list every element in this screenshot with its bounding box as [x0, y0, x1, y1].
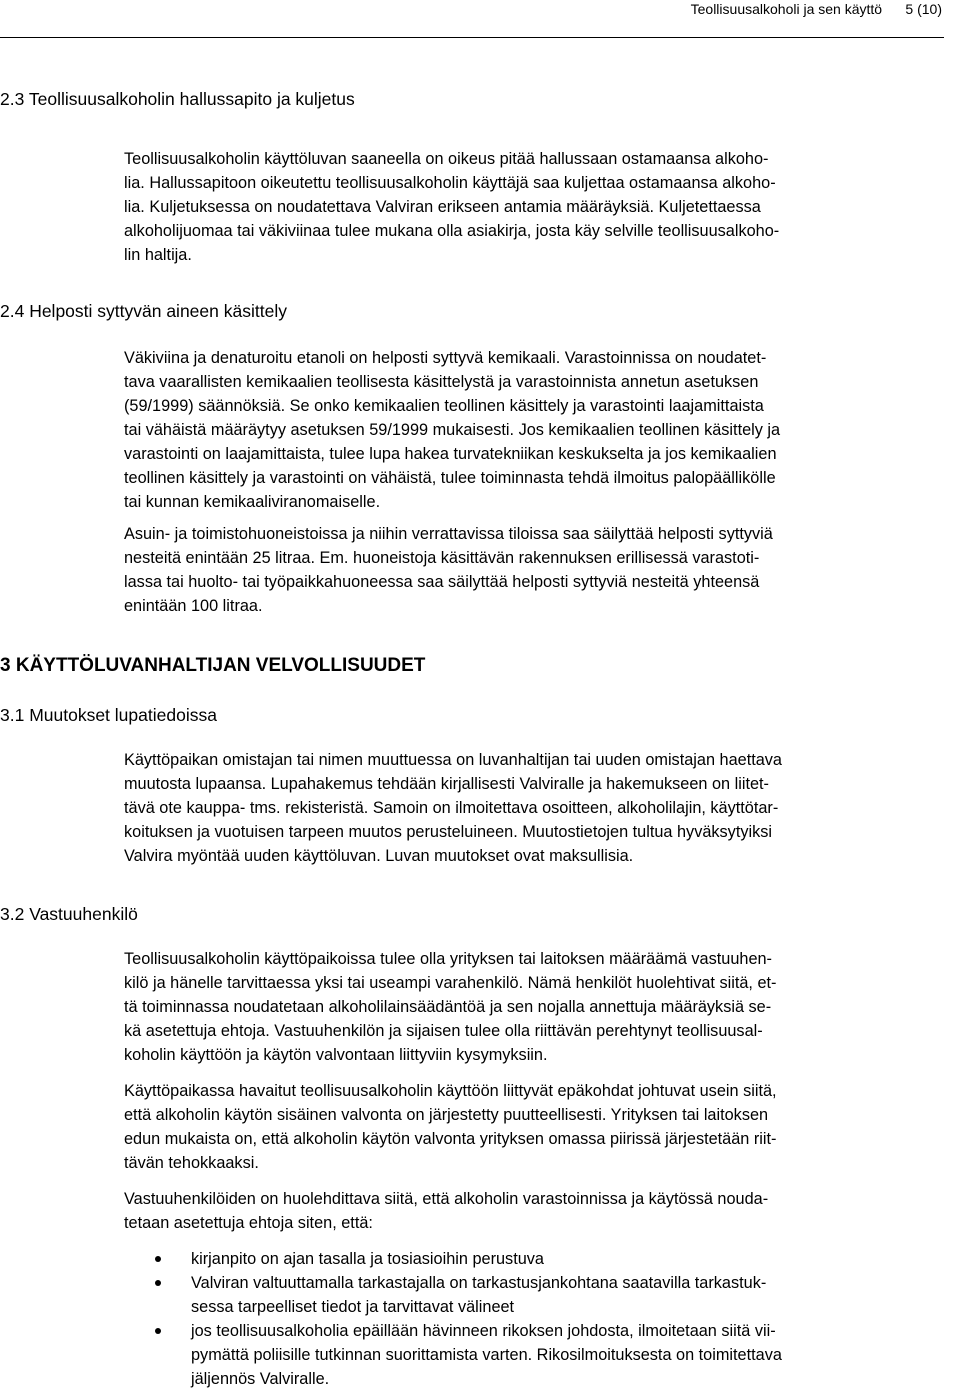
text-line: Väkiviina ja denaturoitu etanoli on helposti syttyvä kemikaali. Varastoinnissa on noudatet-	[124, 349, 767, 367]
paragraph-3-2-3	[124, 1187, 768, 1235]
text-line: jäljennös Valviralle.	[191, 1370, 330, 1388]
text-line: Käyttöpaikan omistajan tai nimen muuttuessa on luvanhaltijan tai uuden omistajan haettava	[124, 751, 782, 769]
text-line: muutosta lupaansa. Lupahakemus tehdään kirjallisesti Valviralle ja hakemukseen on liitet-	[124, 775, 769, 793]
paragraph-3-1-1	[124, 748, 782, 868]
bullet-icon	[155, 1256, 161, 1262]
text-line: tai vähäistä määräytyy asetuksen 59/1999 mukaisesti. Jos kemikaalien teollinen käsittely ja	[124, 421, 781, 439]
text-line: kä asetettuja ehtoja. Vastuuhenkilön ja sijaisen tulee olla riittävän perehtynyt teollisuusal-	[124, 1022, 763, 1040]
text-line: Teollisuusalkoholin käyttöluvan saaneella on oikeus pitää hallussaan ostamaansa alkoho-	[124, 150, 769, 168]
list-item	[124, 1247, 782, 1271]
text-line: tava vaarallisten kemikaalien teollisesta käsittelystä ja varastoinnista annetun asetuksen	[124, 373, 759, 391]
section-heading-3-1: 3.1 Muutokset lupatiedoissa	[0, 705, 217, 725]
text-line: koituksen ja vuotuisen tarpeen muutos perusteluineen. Muutostietojen tultua hyväksytyiksi	[124, 823, 772, 841]
text-line: (59/1999) säännöksiä. Se onko kemikaalien teollinen käsittely ja varastointi laajamittaista	[124, 397, 764, 415]
text-line: jos teollisuusalkoholia epäillään hävinneen rikoksen johdosta, ilmoitetaan siitä vii-	[191, 1322, 776, 1340]
list-item	[124, 1271, 782, 1319]
paragraph-3-2-2	[124, 1079, 777, 1175]
running-header	[691, 0, 942, 18]
text-line: Käyttöpaikassa havaitut teollisuusalkoholin käyttöön liittyvät epäkohdat johtuvat usein siitä,	[124, 1082, 777, 1100]
text-line: enintään 100 litraa.	[124, 597, 263, 615]
text-line: lin haltija.	[124, 246, 192, 264]
text-line: tävän tehokkaaksi.	[124, 1154, 259, 1172]
text-line: Valviran valtuuttamalla tarkastajalla on tarkastusjankohtana saatavilla tarkastuk-	[191, 1274, 767, 1292]
text-line: pymättä poliisille tutkinnan suorittamista varten. Rikosilmoituksesta on toimitettava	[191, 1346, 782, 1364]
list-item	[124, 1319, 782, 1391]
section-heading-2-3: 2.3 Teollisuusalkoholin hallussapito ja kuljetus	[0, 89, 355, 109]
text-line: Vastuuhenkilöiden on huolehdittava siitä, että alkoholin varastoinnissa ja käytössä nouda-	[124, 1190, 769, 1208]
text-line: alkoholijuomaa tai väkiviinaa tulee mukana olla asiakirja, josta käy selville teollisuusalkoho-	[124, 222, 780, 240]
text-line: edun mukaista on, että alkoholin käytön valvonta yrityksen omassa piirissä järjestetään riit-	[124, 1130, 777, 1148]
text-line: Teollisuusalkoholin käyttöpaikoissa tulee olla yrityksen tai laitoksen määräämä vastuuhen-	[124, 950, 772, 968]
paragraph-3-2-1	[124, 947, 776, 1067]
text-line: tetaan asetettuja ehtoja siten, että:	[124, 1214, 373, 1232]
text-line: kilö ja hänelle tarvittaessa yksi tai useampi varahenkilö. Nämä henkilöt huolehtivat siitä, et-	[124, 974, 777, 992]
bullet-icon	[155, 1328, 161, 1334]
bullet-icon	[155, 1280, 161, 1286]
paragraph-2-4-2	[124, 522, 773, 618]
paragraph-2-3-1	[124, 147, 779, 267]
text-line: lia. Hallussapitoon oikeutettu teollisuusalkoholin käyttäjä saa kuljettaa ostamaansa alkoho-	[124, 174, 776, 192]
text-line: että alkoholin käytön sisäinen valvonta on järjestetty puutteellisesti. Yrityksen tai laitoksen	[124, 1106, 769, 1124]
text-line: kirjanpito on ajan tasalla ja tosiasioihin perustuva	[191, 1250, 544, 1268]
text-line: Valvira myöntää uuden käyttöluvan. Luvan muutokset ovat maksullisia.	[124, 847, 634, 865]
text-line: Asuin- ja toimistohuoneistoissa ja niihin verrattavissa tiloissa saa säilyttää helposti syttyviä	[124, 525, 773, 543]
text-line: lassa tai huolto- tai työpaikkahuoneessa saa säilyttää helposti syttyviä nesteitä yhteensä	[124, 573, 760, 591]
running-header-title: Teollisuusalkoholi ja sen käyttö	[690, 1, 883, 17]
text-line: tai kunnan kemikaaliviranomaiselle.	[124, 493, 381, 511]
text-line: varastointi on laajamittaista, tulee lupa hakea turvatekniikan keskukselta ja jos kemikaalien	[124, 445, 777, 463]
text-line: koholin käyttöön ja käytön valvontaan liittyviin kysymyksiin.	[124, 1046, 548, 1064]
page-number: 5 (10)	[905, 1, 942, 17]
chapter-heading-3: 3 KÄYTTÖLUVANHALTIJAN VELVOLLISUUDET	[0, 655, 426, 676]
header-rule	[0, 37, 944, 38]
section-heading-3-2: 3.2 Vastuuhenkilö	[0, 904, 138, 924]
text-line: tävä ote kauppa- tms. rekisteristä. Samoin on ilmoitettava osoitteen, alkoholilajin, käyttötar-	[124, 799, 779, 817]
text-line: teollinen käsittely ja varastointi on vähäistä, tulee toiminnasta tehdä ilmoitus palopäällikölle	[124, 469, 776, 487]
text-line: tä toiminnassa noudatetaan alkoholilainsäädäntöä ja sen nojalla annettuja määräyksiä se-	[124, 998, 772, 1016]
section-heading-2-4: 2.4 Helposti syttyvän aineen käsittely	[0, 301, 287, 321]
text-line: sessa tarpeelliset tiedot ja tarvittavat välineet	[191, 1298, 515, 1316]
paragraph-2-4-1	[124, 346, 780, 514]
text-line: nesteitä enintään 25 litraa. Em. huoneistoja käsittävän rakennuksen erillisessä varastoti-	[124, 549, 760, 567]
obligations-list	[124, 1247, 782, 1391]
text-line: lia. Kuljetuksessa on noudatettava Valviran erikseen antamia määräyksiä. Kuljetettaessa	[124, 198, 761, 216]
